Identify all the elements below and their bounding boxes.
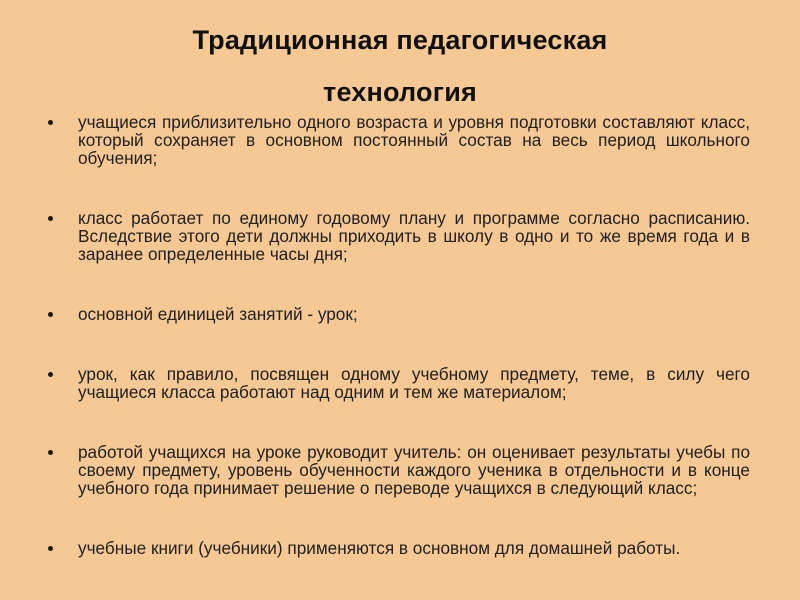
bullet-dot-icon xyxy=(48,216,53,221)
bullet-dot-icon xyxy=(48,546,53,551)
bullet-dot-icon xyxy=(48,450,53,455)
bullet-dot-icon xyxy=(48,372,53,377)
bullet-item xyxy=(48,539,750,557)
slide-title xyxy=(60,14,740,118)
bullet-text: учебные книги (учебники) применяются в основном для домашней работы. xyxy=(78,538,681,558)
bullet-text: работой учащихся на уроке руководит учитель: он оценивает результаты учебы по своему предмету, уровень обученности каждого ученика в отдельности и в конце учебного года принимает решение о переводе учащихся в следующий класс; xyxy=(78,442,750,498)
bullet-dot-icon xyxy=(48,312,53,317)
bullet-text: основной единицей занятий - урок; xyxy=(78,304,358,324)
bullet-text: урок, как правило, посвящен одному учебному предмету, теме, в силу чего учащиеся класса работают над одним и тем же материалом; xyxy=(78,364,750,402)
bullet-item xyxy=(48,209,750,263)
slide-title-line-2: технология xyxy=(323,77,477,107)
bullet-item xyxy=(48,365,750,401)
bullet-item xyxy=(48,443,750,497)
bullet-item xyxy=(48,113,750,167)
bullet-text: класс работает по единому годовому плану и программе согласно расписанию. Вследствие этого дети должны приходить в школу в одно и то же время года и в заранее определенные часы дня; xyxy=(78,208,750,264)
bullet-dot-icon xyxy=(48,120,53,125)
slide-title-line-1: Традиционная педагогическая xyxy=(192,25,608,55)
bullet-list xyxy=(48,113,750,599)
bullet-item xyxy=(48,305,750,323)
bullet-text: учащиеся приблизительно одного возраста и уровня подготовки составляют класс, который сохраняет в основном постоянный состав на весь период школьного обучения; xyxy=(78,112,750,168)
